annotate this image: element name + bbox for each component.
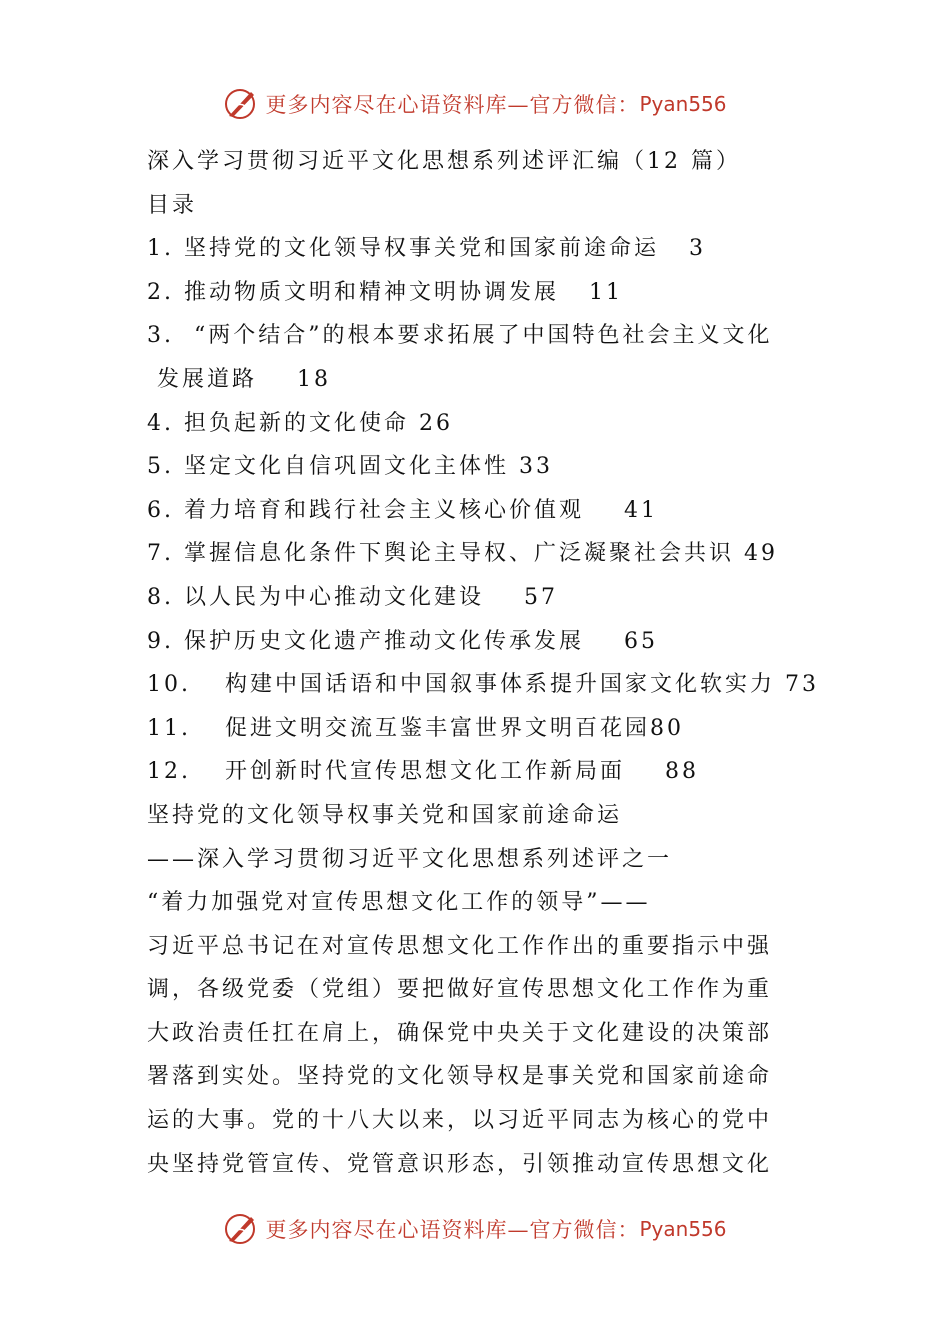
toc-item-page: 26 [419, 410, 454, 436]
toc-item-text: 坚定文化自信巩固文化主体性 [184, 454, 510, 480]
toc-item [147, 227, 827, 271]
toc-item [147, 489, 827, 533]
body-line: 署落到实处。坚持党的文化领导权是事关党和国家前途命 [147, 1064, 773, 1090]
toc-item-text: 发展道路 [157, 366, 258, 392]
toc-item-page: 88 [665, 759, 699, 785]
toc-item [147, 576, 827, 620]
toc-item-number: 6. [147, 497, 174, 523]
toc-item-page: 3 [689, 236, 706, 262]
toc-item-text: “两个结合”的根本要求拓展了中国特色社会主义文化 [194, 323, 773, 349]
toc-item-text: 构建中国话语和中国叙事体系提升国家文化软实力 [225, 672, 776, 698]
body-line: 调，各级党委（党组）要把做好宣传思想文化工作作为重 [147, 977, 773, 1003]
toc-heading: 目录 [147, 192, 198, 218]
toc-item-page: 33 [519, 454, 554, 480]
toc-item-number: 8. [147, 584, 174, 610]
watermark-text: 更多内容尽在心语资料库—官方微信： [265, 93, 640, 117]
toc-item-page: 65 [624, 628, 658, 654]
toc-item-page: 49 [744, 541, 779, 567]
toc-item-page: 57 [524, 584, 558, 610]
body-line: 大政治责任扛在肩上，确保党中央关于文化建设的决策部 [147, 1020, 773, 1046]
toc-item-text: 掌握信息化条件下舆论主导权、广泛凝聚社会共识 [184, 541, 735, 567]
toc-item-page: 80 [650, 715, 685, 741]
toc-item-number: 12. [147, 759, 191, 785]
watermark-text: 更多内容尽在心语资料库—官方微信： [265, 1218, 640, 1242]
toc-item-text: 推动物质文明和精神文明协调发展 [184, 279, 560, 305]
article-title: 坚持党的文化领导权事关党和国家前途命运 [147, 802, 623, 828]
table-of-contents [147, 227, 827, 794]
watermark-banner-bottom [0, 1209, 950, 1249]
document-title: 深入学习贯彻习近平文化思想系列述评汇编（12 篇） [147, 149, 741, 174]
watermark-id: Pyan556 [639, 1217, 727, 1241]
toc-item-text: 促进文明交流互鉴丰富世界文明百花园 [225, 715, 651, 741]
toc-item-number: 2. [147, 279, 174, 305]
toc-item-text: 着力培育和践行社会主义核心价值观 [184, 497, 585, 523]
toc-item-number: 1. [147, 236, 174, 262]
body-line: 央坚持党管宣传、党管意识形态，引领推动宣传思想文化 [147, 1151, 773, 1177]
toc-item [147, 750, 827, 794]
quill-pen-logo-icon [223, 86, 259, 122]
toc-item [147, 663, 827, 707]
toc-item-number: 4. [147, 410, 174, 436]
toc-item-text: 担负起新的文化使命 [184, 410, 410, 436]
toc-item-page: 41 [624, 497, 658, 523]
toc-item [147, 271, 827, 315]
watermark-banner-top [0, 84, 950, 124]
toc-item [147, 620, 827, 664]
toc-item-text: 保护历史文化遗产推动文化传承发展 [184, 628, 585, 654]
toc-item [147, 358, 827, 402]
toc-item-text: 坚持党的文化领导权事关党和国家前途命运 [184, 236, 660, 262]
watermark-id: Pyan556 [639, 92, 727, 116]
toc-item [147, 707, 827, 751]
body-line: “着力加强党对宣传思想文化工作的领导”—— [147, 890, 651, 916]
toc-item-number: 9. [147, 628, 174, 654]
article-subtitle: ——深入学习贯彻习近平文化思想系列述评之一 [147, 846, 673, 872]
body-line: 习近平总书记在对宣传思想文化工作作出的重要指示中强 [147, 933, 773, 959]
toc-item-number: 7. [147, 541, 174, 567]
toc-item-number: 3. [147, 323, 174, 349]
quill-pen-logo-icon [223, 1211, 259, 1247]
article-body [147, 881, 827, 1186]
toc-item [147, 314, 827, 358]
toc-item-number: 11. [147, 715, 191, 741]
document-content [147, 140, 827, 1186]
toc-item-page: 18 [297, 366, 331, 392]
toc-item-text: 以人民为中心推动文化建设 [184, 584, 485, 610]
toc-item [147, 532, 827, 576]
toc-item-page: 73 [785, 672, 820, 698]
body-line: 运的大事。党的十八大以来，以习近平同志为核心的党中 [147, 1108, 773, 1134]
toc-item-number: 10. [147, 672, 191, 698]
toc-item [147, 402, 827, 446]
toc-item-text: 开创新时代宣传思想文化工作新局面 [225, 759, 626, 785]
toc-item-page: 11 [589, 279, 623, 305]
toc-item [147, 445, 827, 489]
toc-item-number: 5. [147, 454, 174, 480]
